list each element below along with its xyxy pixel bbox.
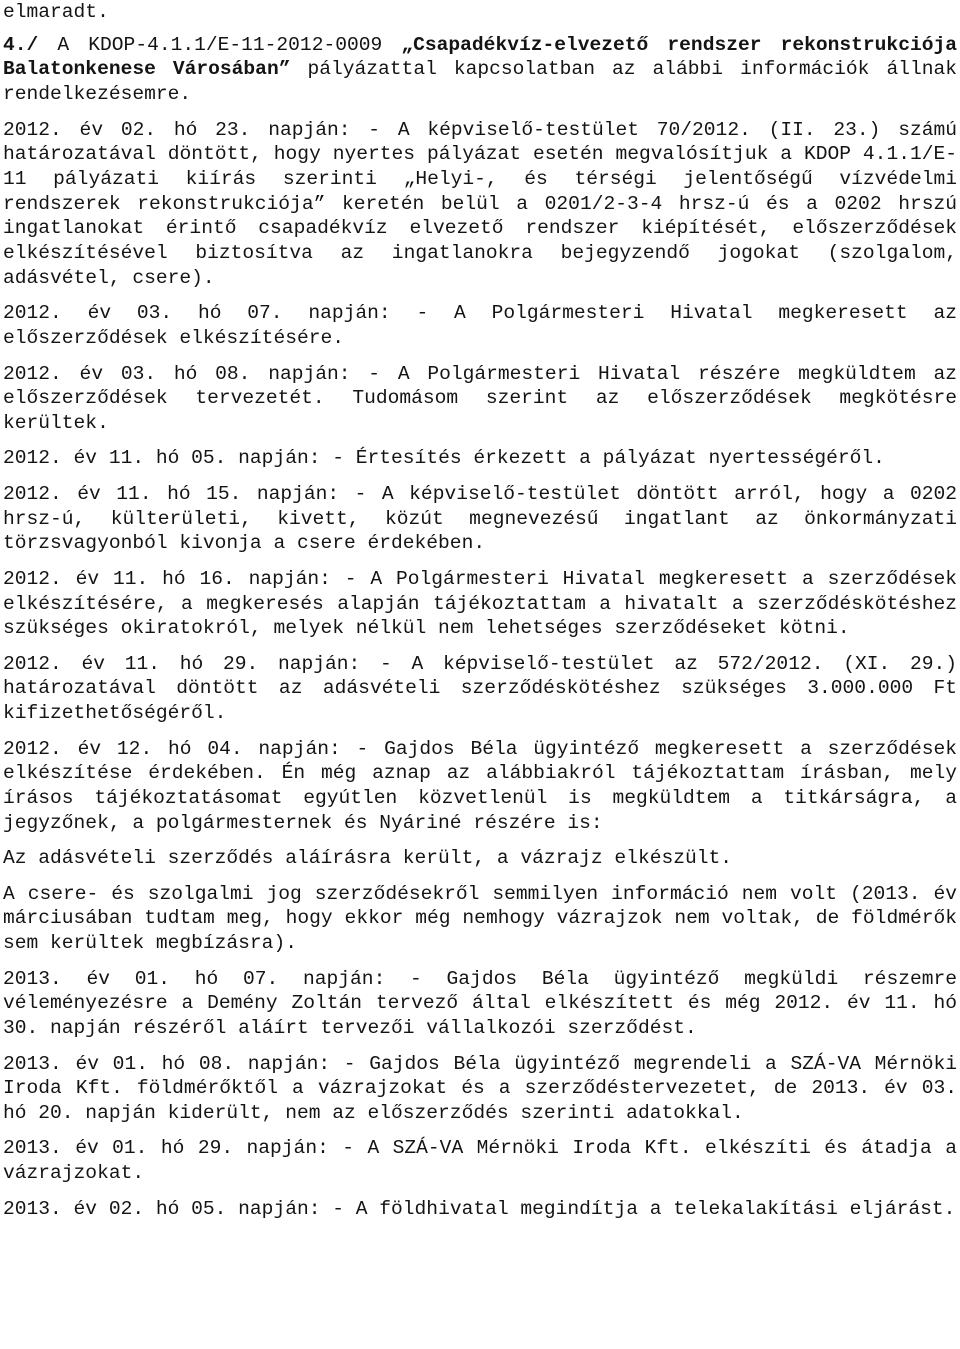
paragraph xyxy=(3,737,957,836)
paragraph-text: - A képviselő-testület döntött arról, hogy a 0202 hrsz-ú, külterületi, kivett, közút megnevezésű ingatlant az önkormányzati törzsvagyonból kivonja a csere érdekében. xyxy=(3,482,957,555)
paragraph xyxy=(3,882,957,956)
paragraph-text: - A képviselő-testület 70/2012. (II. 23.) számú határozatával döntött, hogy nyertes pályázat esetén megvalósítjuk a KDOP 4.1.1/E-11 pályázati kiírás szerinti „Helyi-, és térségi jelentőségű vízvédelmi rendszerek rekonstrukciója” keretén belül a 0201/2-3-4 hrsz-ú és a 0202 hrszú ingatlanokat érintő csapadékvíz elvezető rendszer kiépítését, előszerződések elkészítésével biztosítva az ingatlanokra bejegyzendő jogokat (szolgalom, adásvétel, csere). xyxy=(3,118,957,289)
paragraph-text: Az adásvételi szerződés aláírásra került, a vázrajz elkészült. xyxy=(3,847,733,870)
paragraph-date: 2013. év 01. hó 07. napján: xyxy=(3,967,386,990)
paragraph-date: 2012. év 03. hó 08. napján: xyxy=(3,362,351,385)
paragraph-text: - Gajdos Béla ügyintéző megküldi részemre véleményezésre a Demény Zoltán tervező által elkészített és még 2012. év 11. hó 30. napján részéről aláírt tervezői vállalkozói szerződést. xyxy=(3,967,957,1040)
paragraph-date: 2012. év 11. hó 05. napján: xyxy=(3,447,321,470)
paragraph-date: 2012. év 11. hó 16. napján: xyxy=(3,567,331,590)
paragraph xyxy=(3,118,957,291)
section-text-b: pályázattal kapcsolatban az alábbi információk állnak rendelkezésemre. xyxy=(3,58,957,106)
paragraph-date: 2013. év 01. hó 08. napján: xyxy=(3,1052,331,1075)
paragraph-text: - A képviselő-testület az 572/2012. (XI. 29.) határozatával döntött az adásvételi szerződéskötéshez szükséges 3.000.000 Ft kifizethetőségéről. xyxy=(3,652,957,725)
project-title: „Csapadékvíz-elvezető rendszer rekonstrukciója Balatonkenese Városában” xyxy=(3,33,957,81)
paragraph xyxy=(3,1052,957,1126)
paragraph-date: 2012. év 11. hó 29. napján: xyxy=(3,652,361,675)
paragraph-date: 2013. év 02. hó 05. napján: xyxy=(3,1197,321,1220)
section-number: 4./ xyxy=(3,33,39,56)
paragraph-text: - A SZÁ-VA Mérnöki Iroda Kft. elkészíti és átadja a vázrajzokat. xyxy=(3,1137,957,1185)
top-fragment: elmaradt. xyxy=(3,1,109,23)
paragraph xyxy=(3,567,957,641)
paragraph-date: 2012. év 02. hó 23. napján: xyxy=(3,118,351,141)
document-page xyxy=(3,0,957,1232)
paragraph xyxy=(3,301,957,350)
paragraph-date: 2013. év 01. hó 29. napján: xyxy=(3,1137,329,1160)
paragraph xyxy=(3,446,957,471)
paragraph-date: 2012. év 12. hó 04. napján: xyxy=(3,737,341,760)
paragraph-text: - Értesítés érkezett a pályázat nyertességéről. xyxy=(320,447,885,470)
paragraph xyxy=(3,846,957,871)
section-text-a: A KDOP-4.1.1/E-11-2012-0009 xyxy=(38,33,402,56)
paragraph-text: - A földhivatal megindítja a telekalakítási eljárást. xyxy=(320,1197,956,1220)
paragraph xyxy=(3,482,957,556)
paragraph-date: 2012. év 11. hó 15. napján: xyxy=(3,482,340,505)
paragraph-date: 2012. év 03. hó 07. napján: xyxy=(3,302,391,325)
paragraph xyxy=(3,1136,957,1185)
paragraph xyxy=(3,967,957,1041)
paragraph xyxy=(3,1197,957,1222)
paragraph xyxy=(3,652,957,726)
paragraph-text: - A Polgármesteri Hivatal megkeresett az előszerződések elkészítésére. xyxy=(3,302,957,350)
section-intro xyxy=(3,33,957,107)
paragraph-text: - A Polgármesteri Hivatal részére megküldtem az előszerződések tervezetét. Tudomásom szerint az előszerződések megkötésre kerültek. xyxy=(3,362,957,434)
paragraph-text: A csere- és szolgalmi jog szerződésekről semmilyen információ nem volt (2013. év márciusában tudtam meg, hogy ekkor még nemhogy vázrajzok nem voltak, de földmérők sem kerültek megbízásra). xyxy=(3,882,957,955)
paragraph-text: - A Polgármesteri Hivatal megkeresett a szerződések elkészítésére, a megkeresés alapján tájékoztattam a hivatalt a szerződéskötéshez szükséges okiratokról, melyek nélkül nem lehetséges szerződéseket kötni. xyxy=(3,567,957,640)
paragraph xyxy=(3,362,957,436)
paragraph-text: - Gajdos Béla ügyintéző megrendeli a SZÁ-VA Mérnöki Iroda Kft. földmérőktől a vázrajzokat és a szerződéstervezetet, de 2013. év 03. hó 20. napján kiderült, nem az előszerződés szerinti adatokkal. xyxy=(3,1052,957,1124)
paragraph-text: - Gajdos Béla ügyintéző megkeresett a szerződések elkészítése érdekében. Én még aznap az alábbiakról tájékoztattam írásban, mely írásos tájékoztatásomat egyútlen közvetlenül is megküldtem a titkárságra, a jegyzőnek, a polgármesternek és Nyáriné részére is: xyxy=(3,737,957,834)
